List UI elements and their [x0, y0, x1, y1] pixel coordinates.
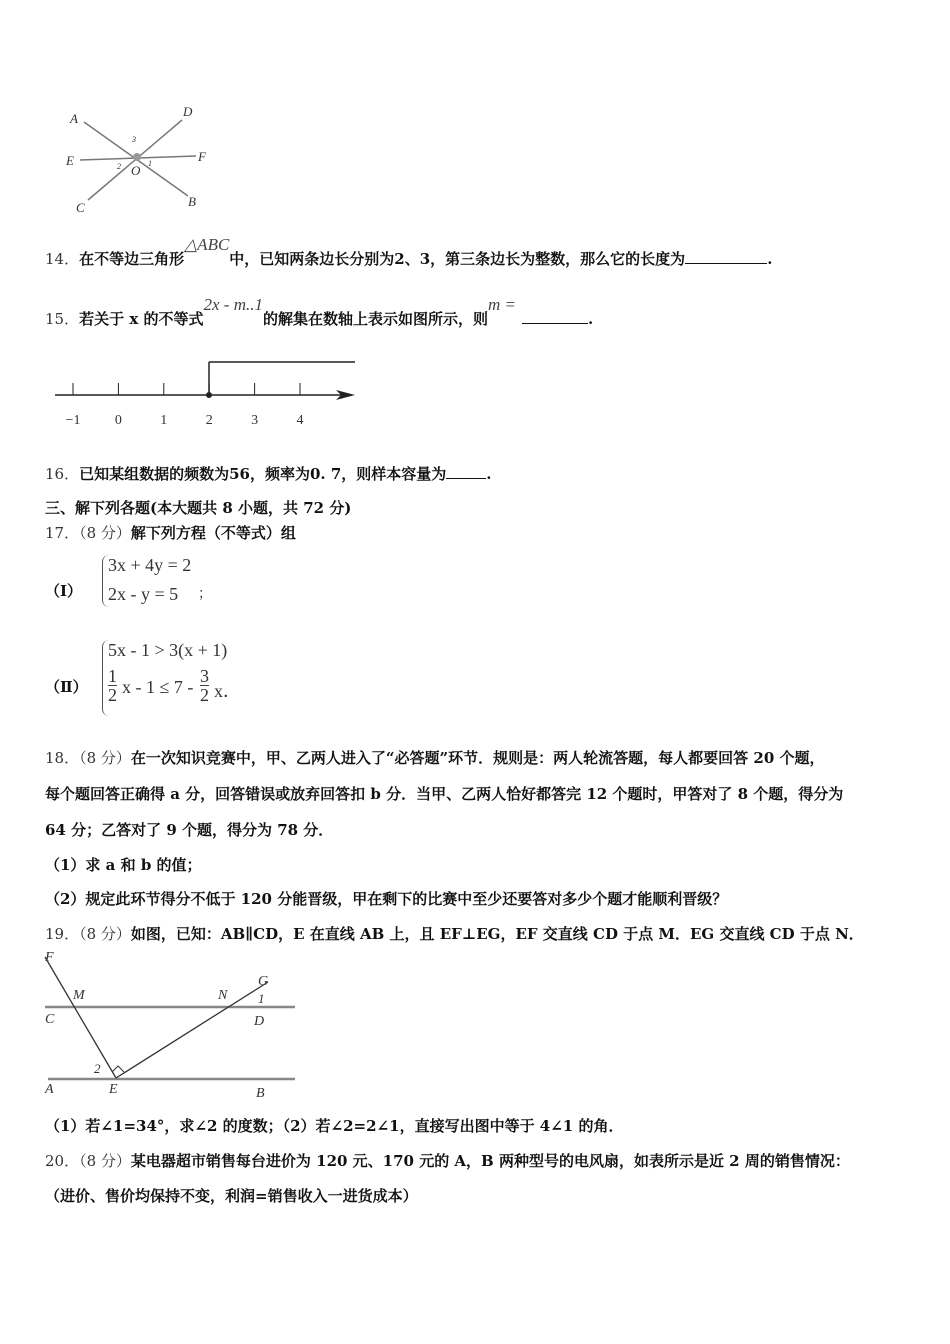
- question-18-line-1: [45, 747, 825, 768]
- answer-blank: [522, 309, 588, 324]
- label-n: N: [218, 988, 228, 1003]
- angle-1-label: 1: [258, 991, 265, 1006]
- question-17: [45, 522, 296, 543]
- label-f: F: [45, 950, 54, 965]
- q17-ineq2-end: x．: [214, 681, 241, 701]
- label-o: O: [131, 163, 141, 178]
- question-15: [45, 295, 594, 329]
- angle-figure: [0, 0, 240, 230]
- parallel-lines-figure: [0, 945, 320, 1105]
- question-number: 14．: [45, 250, 80, 268]
- right-angle-mark: [112, 1066, 124, 1072]
- question-number: 16．: [45, 465, 80, 483]
- q19-subquestions: （1）若∠1=34°，求∠2 的度数；（2）若∠2=2∠1，直接写出图中等于 4∠1 的角．: [45, 1117, 624, 1135]
- question-14: [45, 235, 773, 269]
- q18-text: 在一次知识竞赛中，甲、乙两人进入了“必答题”环节．规则是：两人轮流答题，每人都要回答 20 个题，: [130, 749, 825, 767]
- question-number: 15．: [45, 310, 80, 328]
- solution-endpoint: [206, 392, 212, 398]
- question-16: [45, 463, 492, 484]
- question-number: 19．: [45, 925, 80, 943]
- q15-end: .: [587, 310, 594, 328]
- denominator: 2: [108, 685, 117, 705]
- q14-text-post: 中，已知两条边长分别为2、3，第三条边长为整数，那么它的长度为: [229, 250, 686, 268]
- line-fe: [45, 957, 116, 1078]
- label-e: E: [66, 153, 74, 168]
- question-number: 17．: [45, 524, 80, 542]
- label-b: B: [256, 1086, 265, 1101]
- tick-label: 0: [114, 413, 122, 428]
- q17-eq2: 2x - y = 5: [108, 584, 179, 604]
- q17-eq1: 3x + 4y = 2: [108, 555, 192, 575]
- label-c: C: [45, 1012, 55, 1027]
- q15-math-m: m =: [487, 295, 516, 314]
- q20-note: （进价、售价均保持不变，利润=销售收入一进货成本）: [45, 1187, 418, 1205]
- tick-label: 2: [205, 413, 213, 428]
- q15-text-pre: 若关于 x 的不等式: [79, 310, 204, 328]
- section-3-title: 三、解下列各题(本大题共 8 小题，共 72 分): [45, 499, 352, 517]
- q16-text: 已知某组数据的频数为56，频率为0. 7，则样本容量为: [79, 465, 447, 483]
- score: （8 分）: [79, 925, 131, 943]
- question-18-line-3: 64 分；乙答对了 9 个题，得分为 78 分．: [45, 821, 334, 839]
- label-m: M: [73, 988, 85, 1003]
- question-20: [45, 1150, 850, 1171]
- label-f: F: [198, 149, 206, 164]
- tick-label: 3: [251, 413, 259, 428]
- q18-sub-2: （2）规定此环节得分不低于 120 分能晋级，甲在剩下的比赛中至少还要答对多少个题才能顺利晋级？: [45, 890, 728, 908]
- question-number: 20．: [45, 1152, 80, 1170]
- q16-end: .: [486, 465, 492, 483]
- q14-math: △ABC: [184, 235, 230, 254]
- numerator: 1: [108, 666, 117, 686]
- label-b: B: [188, 194, 196, 209]
- q17-text: 解下列方程（不等式）组: [130, 524, 296, 542]
- label-e: E: [109, 1082, 118, 1097]
- line-eg: [116, 982, 268, 1078]
- angle-1-label: 1: [148, 159, 152, 168]
- number-line: [0, 350, 400, 435]
- q19-text: 如图，已知：AB∥CD，E 在直线 AB 上，且 EF⊥EG，EF 交直线 CD 于点 M．EG 交直线 CD 于点 N．: [130, 925, 864, 943]
- q20-text: 某电器超市销售每台进价为 120 元、170 元的 A，B 两种型号的电风扇，如表所示是近 2 周的销售情况：: [130, 1152, 850, 1170]
- question-18-line-2: 每个题回答正确得 a 分，回答错误或放弃回答扣 b 分．当甲、乙两人恰好都答完 12 个题时，甲答对了 8 个题，得分为: [45, 785, 844, 803]
- q18-sub-1: （1）求 a 和 b 的值；: [45, 856, 202, 874]
- angle-2-label: 2: [94, 1061, 101, 1076]
- question-number: 18．: [45, 749, 80, 767]
- answer-blank: [446, 464, 486, 479]
- label-c: C: [76, 200, 85, 215]
- score: （8 分）: [79, 524, 131, 542]
- label-d: D: [183, 104, 193, 119]
- answer-blank: [685, 249, 767, 264]
- q17-part1-label: （Ⅰ）: [45, 582, 83, 600]
- question-19: [45, 923, 864, 944]
- tick-label: 4: [296, 413, 304, 428]
- label-d: D: [254, 1014, 265, 1029]
- angle-2-label: 2: [117, 162, 121, 171]
- q17-ineq1: 5x - 1 > 3(x + 1): [108, 640, 228, 660]
- q17-eq-end: ；: [198, 587, 212, 602]
- q14-text-pre: 在不等边三角形: [79, 250, 185, 268]
- score: （8 分）: [79, 1152, 131, 1170]
- score: （8 分）: [79, 749, 131, 767]
- numerator: 3: [200, 666, 209, 686]
- denominator: 2: [200, 685, 209, 705]
- q17-part2-label: （Ⅱ）: [45, 678, 88, 696]
- fraction-half: [108, 667, 117, 704]
- tick-label: 1: [160, 413, 168, 428]
- angle-3-label: 3: [132, 135, 136, 144]
- label-g: G: [258, 974, 269, 989]
- fraction-three-halves: [200, 667, 209, 704]
- tick-label: −1: [65, 413, 81, 428]
- q15-text-mid: 的解集在数轴上表示如图所示，则: [262, 310, 488, 328]
- q14-end: .: [767, 250, 773, 268]
- q17-ineq2-mid: x - 1 ≤ 7 -: [122, 677, 194, 697]
- label-a: A: [70, 111, 78, 126]
- label-a: A: [45, 1082, 54, 1097]
- q15-math: 2x - m..1: [203, 295, 263, 314]
